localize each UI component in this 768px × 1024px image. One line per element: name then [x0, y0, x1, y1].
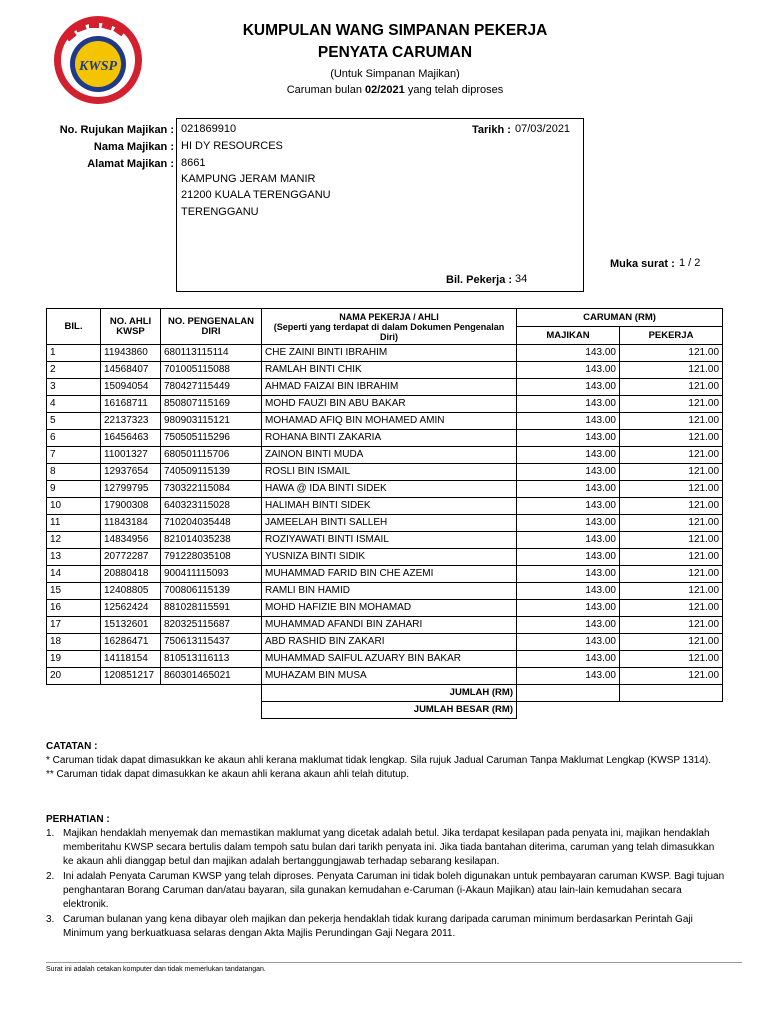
notes-heading: CATATAN :: [46, 741, 98, 752]
table-row: [47, 668, 723, 685]
cell-no-ahli: 11943860: [101, 345, 161, 362]
month-value: 02/2021: [365, 84, 405, 96]
col-header-name: [262, 309, 517, 345]
cell-ic: 980903115121: [161, 413, 262, 430]
cell-pekerja: 121.00: [620, 379, 723, 396]
cell-majikan: 143.00: [517, 634, 620, 651]
cell-no-ahli: 12408805: [101, 583, 161, 600]
table-header-row: [47, 309, 723, 327]
cell-ic: 821014035238: [161, 532, 262, 549]
cell-majikan: 143.00: [517, 379, 620, 396]
cell-bil: 4: [47, 396, 101, 413]
cell-ic: 820325115687: [161, 617, 262, 634]
note-2: ** Caruman tidak dapat dimasukkan ke akaun ahli kerana akaun ahli telah ditutup.: [46, 769, 410, 780]
total-pekerja: [620, 685, 723, 702]
total-row: [47, 685, 723, 702]
cell-pekerja: 121.00: [620, 345, 723, 362]
date-label: Tarikh :: [472, 124, 511, 136]
cell-bil: 19: [47, 651, 101, 668]
page-label: Muka surat :: [610, 258, 675, 270]
table-row: [47, 464, 723, 481]
cell-pekerja: 121.00: [620, 566, 723, 583]
cell-ic: 750505115296: [161, 430, 262, 447]
cell-pekerja: 121.00: [620, 515, 723, 532]
total-label: JUMLAH (RM): [262, 685, 517, 702]
cell-bil: 7: [47, 447, 101, 464]
cell-pekerja: 121.00: [620, 464, 723, 481]
cell-pekerja: 121.00: [620, 430, 723, 447]
workers-label: Bil. Pekerja :: [446, 274, 513, 286]
cell-ic: 700806115139: [161, 583, 262, 600]
cell-name: MUHAMMAD SAIFUL AZUARY BIN BAKAR: [262, 651, 517, 668]
cell-pekerja: 121.00: [620, 600, 723, 617]
perhatian-heading: PERHATIAN :: [46, 814, 110, 825]
employer-address-label: Alamat Majikan :: [87, 158, 174, 170]
cell-name: HAWA @ IDA BINTI SIDEK: [262, 481, 517, 498]
grand-total-label: JUMLAH BESAR (RM): [262, 702, 517, 719]
cell-pekerja: 121.00: [620, 668, 723, 685]
cell-majikan: 143.00: [517, 464, 620, 481]
cell-ic: 881028115591: [161, 600, 262, 617]
cell-majikan: 143.00: [517, 345, 620, 362]
note-1: * Caruman tidak dapat dimasukkan ke akaun ahli kerana maklumat tidak lengkap. Sila rujuk Jadual Caruman Tanpa Maklumat Lengkap (KWSP 1314).: [46, 755, 711, 766]
address-line-1: 8661: [181, 157, 206, 169]
cell-majikan: 143.00: [517, 396, 620, 413]
contribution-month: [180, 84, 610, 96]
cell-bil: 3: [47, 379, 101, 396]
table-row: [47, 600, 723, 617]
table-row: [47, 583, 723, 600]
workers-value: 34: [515, 273, 528, 285]
cell-majikan: 143.00: [517, 430, 620, 447]
cell-name: HALIMAH BINTI SIDEK: [262, 498, 517, 515]
cell-pekerja: 121.00: [620, 447, 723, 464]
month-prefix: Caruman bulan: [286, 84, 362, 96]
cell-name: CHE ZAINI BINTI IBRAHIM: [262, 345, 517, 362]
cell-no-ahli: 16456463: [101, 430, 161, 447]
col-header-no-ahli: NO. AHLI KWSP: [101, 309, 161, 345]
perhatian-item: [46, 913, 726, 941]
table-row: [47, 413, 723, 430]
cell-bil: 2: [47, 362, 101, 379]
address-line-3: 21200 KUALA TERENGGANU: [181, 189, 331, 201]
page-value: 1 / 2: [679, 257, 701, 269]
perhatian-item-text: Majikan hendaklah menyemak dan memastikan maklumat yang dicetak adalah betul. Jika terdapat kesilapan pada penyata ini, majikan hendaklah memberitahu KWSP secara bertulis dalam tempoh satu bulan dari tarikh penyata ini. Jika tiada bantahan diterima, caruman yang telah dimasukkan ke akaun ahli dianggap betul dan majikan adalah bertanggungjawab terhadap sebarang kesilapan.: [63, 828, 715, 867]
cell-name: ZAINON BINTI MUDA: [262, 447, 517, 464]
cell-majikan: 143.00: [517, 413, 620, 430]
month-suffix: yang telah diproses: [407, 84, 504, 96]
employer-name-label: Nama Majikan :: [93, 141, 174, 153]
employer-ref-label: No. Rujukan Majikan :: [59, 124, 174, 136]
kwsp-logo-icon: [52, 14, 144, 106]
table-row: [47, 362, 723, 379]
cell-ic: 860301465021: [161, 668, 262, 685]
cell-ic: 640323115028: [161, 498, 262, 515]
perhatian-item: [46, 827, 726, 869]
cell-bil: 11: [47, 515, 101, 532]
cell-bil: 15: [47, 583, 101, 600]
cell-no-ahli: 15094054: [101, 379, 161, 396]
cell-no-ahli: 12799795: [101, 481, 161, 498]
cell-ic: 680113115114: [161, 345, 262, 362]
cell-no-ahli: 20880418: [101, 566, 161, 583]
cell-pekerja: 121.00: [620, 532, 723, 549]
cell-majikan: 143.00: [517, 668, 620, 685]
cell-name: ROHANA BINTI ZAKARIA: [262, 430, 517, 447]
cell-pekerja: 121.00: [620, 498, 723, 515]
notes-section: [46, 740, 726, 782]
address-line-4: TERENGGANU: [181, 206, 259, 218]
cell-no-ahli: 14834956: [101, 532, 161, 549]
col-header-name-line2: (Seperti yang terdapat di dalam Dokumen Pengenalan Diri): [273, 321, 505, 342]
table-row: [47, 617, 723, 634]
cell-majikan: 143.00: [517, 515, 620, 532]
table-row: [47, 651, 723, 668]
cell-majikan: 143.00: [517, 532, 620, 549]
cell-no-ahli: 14568407: [101, 362, 161, 379]
col-header-ic: NO. PENGENALAN DIRI: [161, 309, 262, 345]
cell-name: RAMLI BIN HAMID: [262, 583, 517, 600]
total-majikan: [517, 685, 620, 702]
table-row: [47, 532, 723, 549]
cell-bil: 13: [47, 549, 101, 566]
perhatian-item-number: 3.: [46, 914, 55, 925]
table-row: [47, 430, 723, 447]
cell-no-ahli: 16286471: [101, 634, 161, 651]
cell-majikan: 143.00: [517, 583, 620, 600]
cell-ic: 680501115706: [161, 447, 262, 464]
cell-pekerja: 121.00: [620, 481, 723, 498]
cell-name: MUHAZAM BIN MUSA: [262, 668, 517, 685]
cell-name: ROSLI BIN ISMAIL: [262, 464, 517, 481]
employer-name-value: HI DY RESOURCES: [181, 140, 283, 152]
date-value: 07/03/2021: [515, 123, 571, 135]
footer-text: Surat ini adalah cetakan komputer dan tidak memerlukan tandatangan.: [46, 966, 266, 973]
col-header-name-line1: NAMA PEKERJA / AHLI: [339, 311, 439, 322]
cell-no-ahli: 12562424: [101, 600, 161, 617]
cell-no-ahli: 16168711: [101, 396, 161, 413]
perhatian-section: [46, 813, 726, 942]
contribution-table: [46, 308, 723, 719]
table-row: [47, 447, 723, 464]
cell-majikan: 143.00: [517, 481, 620, 498]
cell-name: MUHAMMAD FARID BIN CHE AZEMI: [262, 566, 517, 583]
cell-bil: 5: [47, 413, 101, 430]
cell-pekerja: 121.00: [620, 396, 723, 413]
table-row: [47, 549, 723, 566]
cell-name: MOHD HAFIZIE BIN MOHAMAD: [262, 600, 517, 617]
cell-ic: 740509115139: [161, 464, 262, 481]
cell-bil: 14: [47, 566, 101, 583]
table-row: [47, 379, 723, 396]
cell-no-ahli: 17900308: [101, 498, 161, 515]
table-row: [47, 634, 723, 651]
cell-name: RAMLAH BINTI CHIK: [262, 362, 517, 379]
table-row: [47, 481, 723, 498]
cell-name: YUSNIZA BINTI SIDIK: [262, 549, 517, 566]
footer-divider: [46, 962, 742, 963]
cell-name: ROZIYAWATI BINTI ISMAIL: [262, 532, 517, 549]
cell-ic: 730322115084: [161, 481, 262, 498]
col-header-bil: BIL.: [47, 309, 101, 345]
cell-ic: 810513116113: [161, 651, 262, 668]
cell-name: JAMEELAH BINTI SALLEH: [262, 515, 517, 532]
cell-majikan: 143.00: [517, 651, 620, 668]
cell-pekerja: 121.00: [620, 583, 723, 600]
cell-ic: 710204035448: [161, 515, 262, 532]
cell-no-ahli: 11843184: [101, 515, 161, 532]
cell-name: MOHD FAUZI BIN ABU BAKAR: [262, 396, 517, 413]
cell-majikan: 143.00: [517, 447, 620, 464]
cell-pekerja: 121.00: [620, 413, 723, 430]
cell-no-ahli: 120851217: [101, 668, 161, 685]
cell-majikan: 143.00: [517, 617, 620, 634]
table-row: [47, 566, 723, 583]
document-title: PENYATA CARUMAN: [317, 44, 473, 61]
cell-bil: 12: [47, 532, 101, 549]
cell-ic: 750613115437: [161, 634, 262, 651]
org-name: KUMPULAN WANG SIMPANAN PEKERJA: [242, 22, 548, 39]
cell-bil: 10: [47, 498, 101, 515]
cell-pekerja: 121.00: [620, 362, 723, 379]
table-row: [47, 396, 723, 413]
cell-no-ahli: 20772287: [101, 549, 161, 566]
cell-name: MUHAMMAD AFANDI BIN ZAHARI: [262, 617, 517, 634]
cell-pekerja: 121.00: [620, 549, 723, 566]
cell-majikan: 143.00: [517, 498, 620, 515]
cell-bil: 1: [47, 345, 101, 362]
cell-majikan: 143.00: [517, 600, 620, 617]
cell-no-ahli: 14118154: [101, 651, 161, 668]
cell-no-ahli: 22137323: [101, 413, 161, 430]
cell-pekerja: 121.00: [620, 634, 723, 651]
col-header-majikan: MAJIKAN: [517, 327, 620, 345]
kwsp-logo: [52, 14, 144, 106]
table-row: [47, 498, 723, 515]
perhatian-item-number: 2.: [46, 871, 55, 882]
cell-name: AHMAD FAIZAI BIN IBRAHIM: [262, 379, 517, 396]
perhatian-item-number: 1.: [46, 828, 55, 839]
col-header-pekerja: PEKERJA: [620, 327, 723, 345]
cell-majikan: 143.00: [517, 549, 620, 566]
table-row: [47, 345, 723, 362]
cell-no-ahli: 12937654: [101, 464, 161, 481]
cell-majikan: 143.00: [517, 362, 620, 379]
cell-bil: 17: [47, 617, 101, 634]
perhatian-item-text: Ini adalah Penyata Caruman KWSP yang telah diproses. Penyata Caruman ini tidak boleh digunakan untuk pembayaran caruman KWSP. Bagi tujuan penghantaran Borang Caruman dan/atau bayaran, sila gunakan kemudahan e-Caruman (i-Akaun Majikan) atau lain-lain kemudahan secara elektronik.: [63, 871, 725, 910]
cell-ic: 791228035108: [161, 549, 262, 566]
cell-bil: 9: [47, 481, 101, 498]
address-line-2: KAMPUNG JERAM MANIR: [181, 173, 316, 185]
cell-majikan: 143.00: [517, 566, 620, 583]
cell-bil: 6: [47, 430, 101, 447]
cell-name: MOHAMAD AFIQ BIN MOHAMED AMIN: [262, 413, 517, 430]
cell-no-ahli: 11001327: [101, 447, 161, 464]
grand-total-row: [47, 702, 723, 719]
cell-ic: 850807115169: [161, 396, 262, 413]
document-subtitle: (Untuk Simpanan Majikan): [330, 68, 460, 80]
cell-bil: 16: [47, 600, 101, 617]
cell-no-ahli: 15132601: [101, 617, 161, 634]
cell-ic: 701005115088: [161, 362, 262, 379]
perhatian-item: [46, 870, 726, 912]
perhatian-item-text: Caruman bulanan yang kena dibayar oleh majikan dan pekerja hendaklah tidak kurang daripada caruman minimum berdasarkan Perintah Gaji Minimum yang berkuatkuasa selaras dengan Akta Majlis Perundingan Gaji Negara 2011.: [63, 914, 693, 939]
employer-ref-value: 021869910: [181, 123, 237, 135]
cell-bil: 8: [47, 464, 101, 481]
cell-bil: 20: [47, 668, 101, 685]
cell-ic: 780427115449: [161, 379, 262, 396]
cell-pekerja: 121.00: [620, 617, 723, 634]
logo-text: KWSP: [78, 59, 118, 74]
col-header-caruman: CARUMAN (RM): [517, 309, 723, 327]
cell-pekerja: 121.00: [620, 651, 723, 668]
cell-name: ABD RASHID BIN ZAKARI: [262, 634, 517, 651]
table-row: [47, 515, 723, 532]
cell-ic: 900411115093: [161, 566, 262, 583]
cell-bil: 18: [47, 634, 101, 651]
